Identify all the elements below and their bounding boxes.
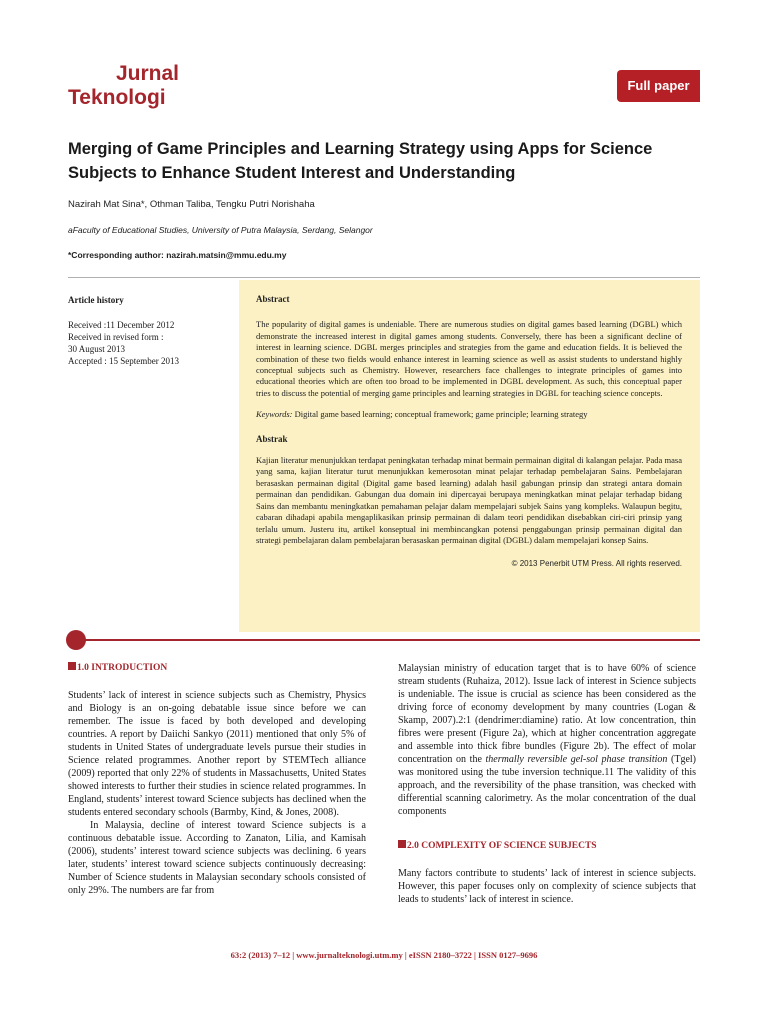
history-line: 30 August 2013 <box>68 344 126 354</box>
square-bullet-icon <box>398 840 406 848</box>
journal-logo <box>68 62 179 110</box>
body-paragraph: In Malaysia, decline of interest toward Science subjects is a continuous debatable issue. According to Zanaton, Lilia, and Kamisah (2006), students’ interest toward science subjects was declining. 6 years later, students’ interest toward science subjects continuously decreasing: Number of Science students in Malaysian secondary schools consisted of only 29%. The numbers are far from <box>68 820 366 896</box>
square-bullet-icon <box>68 662 76 670</box>
body-paragraph: Students’ lack of interest in science subjects such as Chemistry, Physics and Biology is an on-going debatable issue since before we can remember. The issue is faced by both developed and developing countries. A report by Daiichi Sankyo (2011) mentioned that only 5% of students in United States of undergraduate levels pursue their studies in Science related programmes. Another report by STEMTech alliance (2009) reported that only 22% of students in Massachusetts, United States showed interests to further their studies in science related programmes. In England, students’ interest toward Science subjects has declined when the students entered secondary schools (Barmby, Kind, & Jones, 2008). <box>68 690 366 818</box>
body-column-left <box>68 662 366 897</box>
section-heading-introduction: 1.0 INTRODUCTION <box>68 662 366 675</box>
author-list: Nazirah Mat Sina*, Othman Taliba, Tengku Putri Norishaha <box>68 199 315 210</box>
paper-title: Merging of Game Principles and Learning Strategy using Apps for Science Subjects to Enhance Student Interest and Understanding <box>68 140 653 182</box>
article-history <box>68 294 228 367</box>
abstrak-heading: Abstrak <box>256 433 288 444</box>
header-divider <box>68 277 700 278</box>
history-line: Accepted : 15 September 2013 <box>68 356 179 366</box>
section-heading-complexity: 2.0 COMPLEXITY OF SCIENCE SUBJECTS <box>398 840 696 853</box>
abstract-heading: Abstract <box>256 294 290 304</box>
body-paragraph: Many factors contribute to students’ lack of interest in science subjects. However, this paper focuses only on complexity of science subjects that leads to students’ lack of interest in science. <box>398 868 696 905</box>
history-line: Received in revised form : <box>68 332 164 342</box>
full-paper-badge: Full paper <box>617 70 700 102</box>
section-divider <box>68 639 700 641</box>
affiliation: aFaculty of Educational Studies, University of Putra Malaysia, Serdang, Selangor <box>68 225 373 235</box>
body-column-right <box>398 662 696 906</box>
divider-dot-icon <box>66 630 86 650</box>
keywords-label: Keywords: <box>256 409 293 420</box>
abstrak-text: Kajian literatur menunjukkan terdapat peningkatan terhadap minat bermain permainan digital di kalangan pelajar. Pada masa yang sama, kajian literatur turut menunjukkan kemerosotan minat pelajar terhadap pembelajaran Sains. Pembelajaran berasaskan permainan digital (Digital game based learning) adalah hasil gabungan prinsip dan strategi antara domain permainan dan pendidikan. Gabungan dua domain ini dipercayai berupaya meningkatkan minat pelajar terhadap bidang Sains dan membantu meningkatkan pemahaman pelajar dalam mempelajari subjek Sains yang kompleks. Walaupun begitu, cabaran dihadapi apabila mengaplikasikan prinsip permainan di dalam teori pendidikan disebabkan ciri-ciri prinsip yang terlalu umum. Justeru itu, artikel konseptual ini membincangkan potensi penggabungan prinsip permainan digital dan strategi pembelajaran dalam pembelajaran berasaskan permainan digital (DGBL) dalam mempelajari konsep Sains. <box>256 455 682 545</box>
keywords-text: Digital game based learning; conceptual framework; game principle; learning strategy <box>294 409 588 420</box>
history-line: Received :11 December 2012 <box>68 320 175 330</box>
abstract-box <box>239 280 700 632</box>
copyright-notice: © 2013 Penerbit UTM Press. All rights reserved. <box>511 559 682 569</box>
keywords <box>256 409 682 420</box>
logo-line-2: Teknologi <box>68 86 166 109</box>
corresponding-author: *Corresponding author: nazirah.matsin@mmu.edu.my <box>68 250 287 260</box>
body-paragraph: Malaysian ministry of education target that is to have 60% of science stream students (Ruhaiza, 2012). Issue lack of interest in Science subjects is undeniable. The issue is crucial as science has been considered as the driving force of economy development by many countries (Logan & Skamp, 2007).2:1 (dendrimer:diamine) ratio. At low concentration, thin fibres were present (Figure 2a), which at higher concentration aggregate and assemble into thick fibre bundles (Figure 2b). The effect of molar concentration on the thermally reversible gel-sol phase transition (Tgel) was monitored using the tube inversion technique.11 The validity of this approach, and the reversibility of the phase transition, was checked with differential scanning calorimetry. As the molar concentration of the dual components <box>398 663 697 817</box>
tgel-term: (Tgel) <box>671 754 697 765</box>
abstract-text: The popularity of digital games is undeniable. There are numerous studies on digital games based learning (DGBL) which demonstrate the increased interest in digital games among students. Conversely, there has been a significant decline of interest in learning science. DGBL merges principles and strategies from the game and education fields. It is believed the combination of these two fields would enhance interest in learning science as well as assist students to understand highly conceptual subjects such as Chemistry. However, researchers face challenges to integrate principles of games into educational theories which are often too broad to be implemented in DGBL development. As such, this conceptual paper tries to discuss the potential of merging game principles and learning strategies in DGBL for teaching science concepts. <box>256 319 682 398</box>
italic-term: thermally reversible gel-sol phase transition <box>485 754 668 765</box>
logo-line-1: Jurnal <box>116 62 180 85</box>
article-history-heading: Article history <box>68 295 124 305</box>
page-footer: 63:2 (2013) 7–12 | www.jurnalteknologi.utm.my | eISSN 2180–3722 | ISSN 0127–9696 <box>230 950 538 960</box>
